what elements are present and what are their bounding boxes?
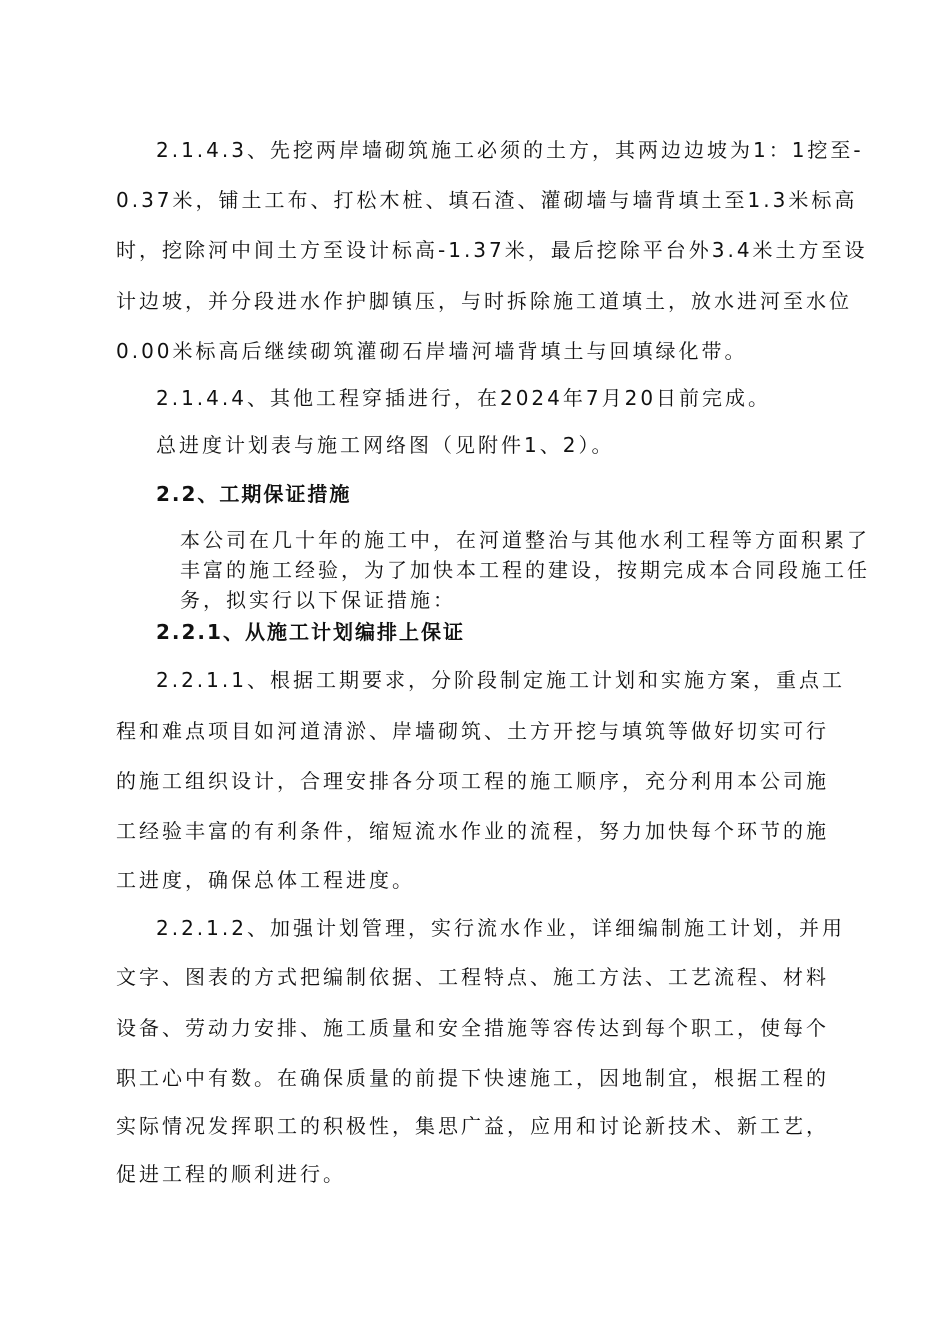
paragraph-line: 0.37米，铺土工布、打松木桩、填石渣、灌砌墙与墙背填土至1.3米标高 (116, 188, 858, 212)
section-heading-2-2: 2.2、工期保证措施 (156, 482, 352, 506)
paragraph-line: 程和难点项目如河道清淤、岸墙砌筑、土方开挖与填筑等做好切实可行 (116, 719, 829, 743)
paragraph-line: 工进度，确保总体工程进度。 (116, 868, 415, 892)
paragraph-line: 2.2.1.1、根据工期要求，分阶段制定施工计划和实施方案，重点工 (156, 668, 845, 692)
paragraph-line: 时，挖除河中间土方至设计标高-1.37米，最后挖除平台外3.4米土方至设 (116, 238, 868, 262)
paragraph-line: 2.2.1.2、加强计划管理，实行流水作业，详细编制施工计划，并用 (156, 916, 845, 940)
paragraph-2-1-4-4: 2.1.4.4、其他工程穿插进行，在2024年7月20日前完成。 (156, 386, 772, 410)
paragraph-line: 促进工程的顺利进行。 (116, 1162, 346, 1186)
paragraph-line: 职工心中有数。在确保质量的前提下快速施工，因地制宜，根据工程的 (116, 1066, 829, 1090)
paragraph-line: 工经验丰富的有利条件，缩短流水作业的流程，努力加快每个环节的施 (116, 819, 829, 843)
schedule-note: 总进度计划表与施工网络图（见附件1、2）。 (156, 433, 615, 457)
paragraph-line: 本公司在几十年的施工中，在河道整治与其他水利工程等方面积累了 (180, 528, 870, 552)
paragraph-line: 2.1.4.3、先挖两岸墙砌筑施工必须的土方，其两边边坡为1：1挖至- (156, 138, 864, 162)
paragraph-line: 的施工组织设计，合理安排各分项工程的施工顺序，充分利用本公司施 (116, 769, 829, 793)
paragraph-line: 设备、劳动力安排、施工质量和安全措施等容传达到每个职工，使每个 (116, 1016, 829, 1040)
paragraph-line: 文字、图表的方式把编制依据、工程特点、施工方法、工艺流程、材料 (116, 965, 829, 989)
section-heading-2-2-1: 2.2.1、从施工计划编排上保证 (156, 620, 465, 644)
paragraph-line: 0.00米标高后继续砌筑灌砌石岸墙河墙背填土与回填绿化带。 (116, 339, 748, 363)
paragraph-line: 务，拟实行以下保证措施： (180, 588, 456, 612)
paragraph-line: 实际情况发挥职工的积极性，集思广益，应用和讨论新技术、新工艺， (116, 1114, 829, 1138)
paragraph-line: 丰富的施工经验，为了加快本工程的建设，按期完成本合同段施工任 (180, 558, 870, 582)
paragraph-line: 计边坡，并分段进水作护脚镇压，与时拆除施工道填土，放水进河至水位 (116, 289, 852, 313)
